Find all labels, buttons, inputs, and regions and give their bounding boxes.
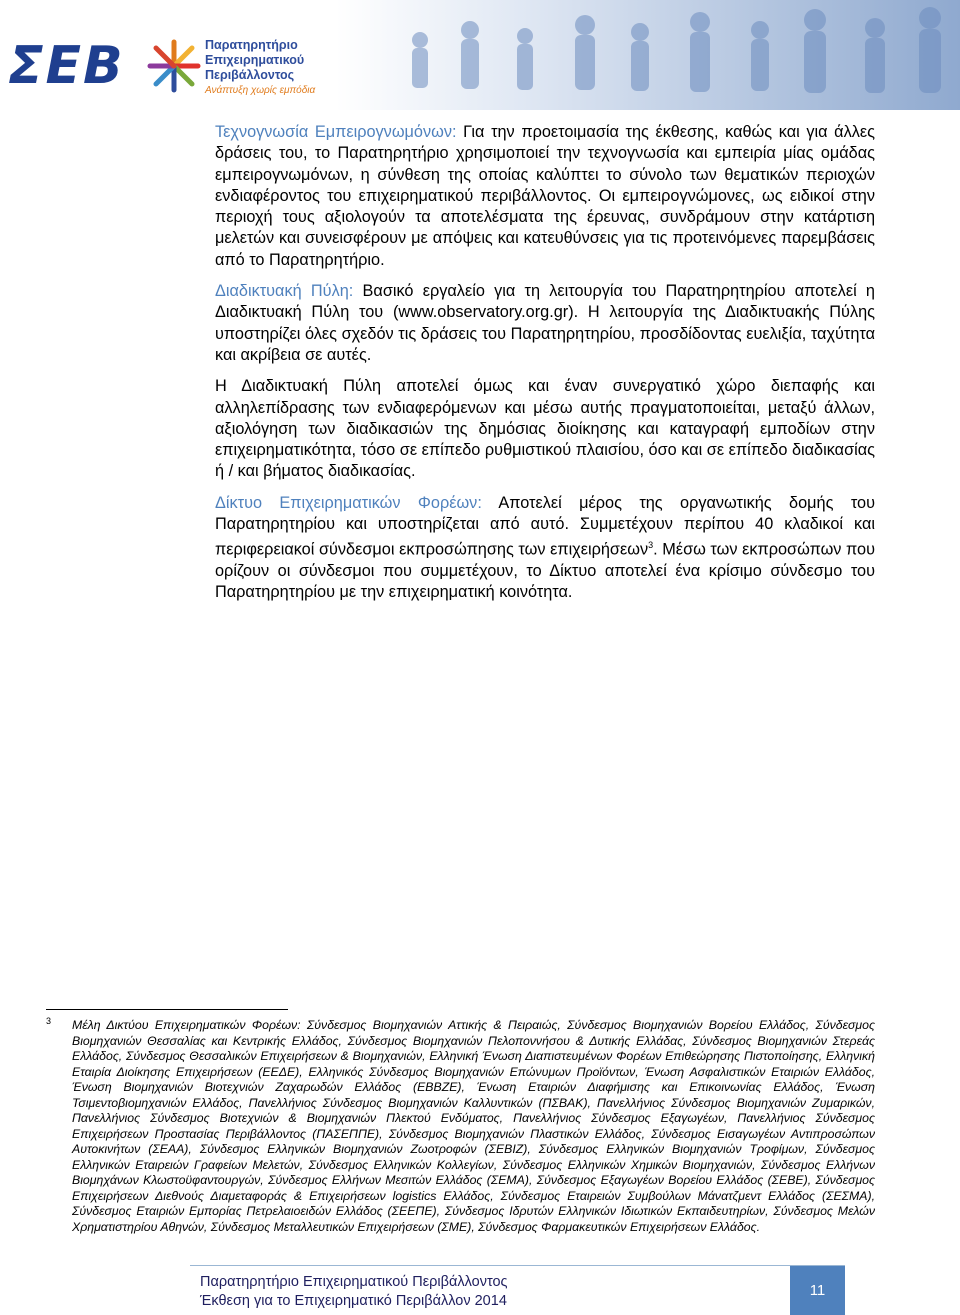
paragraph-portal [215, 281, 875, 366]
logo-line-3: Περιβάλλοντος [205, 68, 295, 82]
footer-divider [190, 1265, 845, 1266]
header-background [0, 0, 960, 110]
main-text [215, 122, 875, 614]
paragraph-network-text-a: Αποτελεί μέρος της οργανωτικής δομής του Παρατηρητηρίου και υποστηρίζεται από αυτό. Συμμετέχουν περίπου 40 κλαδικοί και περιφερειακοί σύνδεσμοι εκπροσώπησης των επιχειρήσεων [215, 493, 875, 559]
paragraph-network-text-b: . Μέσω των εκπροσώπων που ορίζουν οι σύνδεσμοι που συμμετέχουν, το Δίκτυο αποτελεί ένα κρίσιμο σύνδεσμο του Παρατηρητηρίου με την επιχειρηματική κοινότητα. [215, 540, 876, 602]
page-number: 11 [790, 1266, 845, 1315]
paragraph-expertise [215, 122, 875, 271]
footnote-number: 3 [46, 1016, 52, 1026]
logo-line-2: Επιχειρηματικού [205, 53, 305, 67]
page-header [0, 0, 960, 110]
logo-letters: ΣΕΒ [8, 36, 125, 96]
logo-burst-icon [146, 38, 202, 94]
footnote-divider [46, 1009, 288, 1010]
logo-slogan: Ανάπτυξη χωρίς εμπόδια [205, 85, 316, 96]
footer-line-1: Παρατηρητήριο Επιχειρηματικού Περιβάλλοντος [200, 1274, 508, 1290]
footer-caption [200, 1273, 508, 1311]
term-network: Δίκτυο Επιχειρηματικών Φορέων: [215, 493, 482, 512]
paragraph-portal-cont: Η Διαδικτυακή Πύλη αποτελεί όμως και έναν συνεργατικό χώρο διεπαφής και αλληλεπίδρασης των ενδιαφερόμενων και μέσω αυτής πραγματοποιείται, μεταξύ άλλων, αξιολόγηση των διαδικασιών της δημόσιας διοίκησης και καταγραφή εμποδίων στην επιχειρηματικότητα, τόσο σε επίπεδο ρυθμιστικού πλαισίου, όσο και σε επίπεδο διαδικασίας ή / και βήματος διαδικασίας. [215, 377, 875, 481]
term-portal: Διαδικτυακή Πύλη: [215, 282, 354, 301]
paragraph-portal-text: Βασικό εργαλείο για τη λειτουργία του Παρατηρητηρίου αποτελεί η Διαδικτυακή Πύλη του (www.observatory.org.gr). Η λειτουργία της Διαδικτυακής Πύλης υποστηρίζει όλες σχεδόν τις δράσεις του Παρατηρητηρίου, προσδίδοντας ευελιξία, ταχύτητα και ακρίβεια σε αυτές. [215, 282, 875, 364]
logo-line-1: Παρατηρητήριο [205, 38, 298, 52]
paragraph-network [215, 493, 875, 604]
logo-caption [205, 38, 315, 98]
footnote-text: Μέλη Δικτύου Επιχειρηματικών Φορέων: Σύνδεσμος Βιομηχανιών Αττικής & Πειραιώς, Σύνδεσμος Βιομηχανιών Βορείου Ελλάδος, Σύνδεσμος Βιομηχανιών Θεσσαλίας και Κεντρικής Ελλάδος, Σύνδεσμος Βιομηχανιών Πελοποννήσου & Δυτικής Ελλάδας, Σύνδεσμος Βιομηχανιών Στερεάς Ελλάδος, Σύνδεσμος Θεσσαλικών Επιχειρήσεων & Βιομηχανιών, Ελληνική Ένωση Διαπιστευμένων Φορέων Επιθεώρησης Πιστοποίησης, Ελληνική Εταιρία Διοίκησης Επιχειρήσεων (ΕΕΔΕ), Ελληνικός Σύνδεσμος Βιομηχανιών Επώνυμων Προϊόντων, Ένωση Ασφαλιστικών Εταιριών Ελλάδος, Ένωση Βιομηχανιών Βιοτεχνιών Ζαχαρωδών Ελλάδος (ΕΒΒΖΕ), Ένωση Εταιριών Διαφήμισης και Επικοινωνίας Ελλάδος, Ένωση Τσιμεντοβιομηχανιών Ελλάδος, Πανελλήνιος Σύνδεσμος Βιομηχανιών Καλλυντικών (ΠΣΒΑΚ), Πανελλήνιος Σύνδεσμος Βιομηχανιών Ζυμαρικών, Πανελλήνιος Σύνδεσμος Βιοτεχνιών & Βιομηχανιών Πλεκτού Ενδύματος, Πανελλήνιος Σύνδεσμος Εξαγωγέων, Πανελλήνιος Σύνδεσμος Επιχειρήσεων Προστασίας Περιβάλλοντος (ΠΑΣΕΠΠΕ), Σύνδεσμος Βιομηχανιών Πλαστικών Ελλάδος, Σύνδεσμος Εισαγωγέων Αντιπροσώπων Αυτοκινήτων (ΣΕΑΑ), Σύνδεσμος Ελληνικών Βιομηχανιών Ζωοτροφών (ΣΕΒΙΖ), Σύνδεσμος Ελληνικών Βιομηχανιών Τροφίμων, Σύνδεσμος Ελληνικών Εταιρειών Γραφείων Μελετών, Σύνδεσμος Ελληνικών Κολλεγίων, Σύνδεσμος Ελληνικών Χημικών Βιομηχανιών, Σύνδεσμος Ελλήνων Βιομηχάνων Κλωστοϋφαντουργών, Σύνδεσμος Ελλήνων Μεσιτών Ελλάδος (ΣΕΜΑ), Σύνδεσμος Εξαγωγέων Βορείου Ελλάδος (ΣΕΒΕ), Σύνδεσμος Επιχειρήσεων Διεθνούς Διαμεταφοράς & Επιχειρήσεων logistics Ελλάδος, Σύνδεσμος Εταιρειών Συμβούλων Μάνατζμεντ Ελλάδος (ΣΕΣΜΑ), Σύνδεσμος Εταιριών Εμπορίας Πετρελαιοειδών Ελλάδος (ΣΕΕΠΕ), Σύνδεσμος Ιδρυτών Ελληνικών Ιδιωτικών Εκπαιδευτηρίων, Σύνδεσμος Μελών Χρηματιστηρίου Αθηνών, Σύνδεσμος Μεταλλευτικών Επιχειρήσεων (ΣΜΕ), Σύνδεσμος Φαρμακευτικών Επιχειρήσεων Ελλάδος. [72, 1018, 875, 1234]
paragraph-expertise-text: Για την προετοιμασία της έκθεσης, καθώς και για άλλες δράσεις του, το Παρατηρητήριο χρησιμοποιεί την τεχνογνωσία και εμπειρία μίας ομάδας εμπειρογνωμόνων, η σύνθεση της οποίας καλύπτει το σύνολο των θεματικών περιοχών ενδιαφέροντος του επιχειρηματικού περιβάλλοντος. Οι εμπειρογνώμονες, ως ειδικοί στην περιοχή τους αξιολογούν τα αποτελέσματα της έρευνας, συνδράμουν στην κατάρτιση μελετών και συνεισφέρουν με απόψεις και κατευθύνσεις για τις προτεινόμενες παρεμβάσεις από το Παρατηρητήριο. [215, 123, 875, 269]
footnote-ref[interactable]: 3 [648, 540, 654, 551]
footer-line-2: Έκθεση για το Επιχειρηματικό Περιβάλλον 2014 [200, 1293, 507, 1309]
term-expertise: Τεχνογνωσία Εμπειρογνωμόνων: [215, 123, 457, 141]
